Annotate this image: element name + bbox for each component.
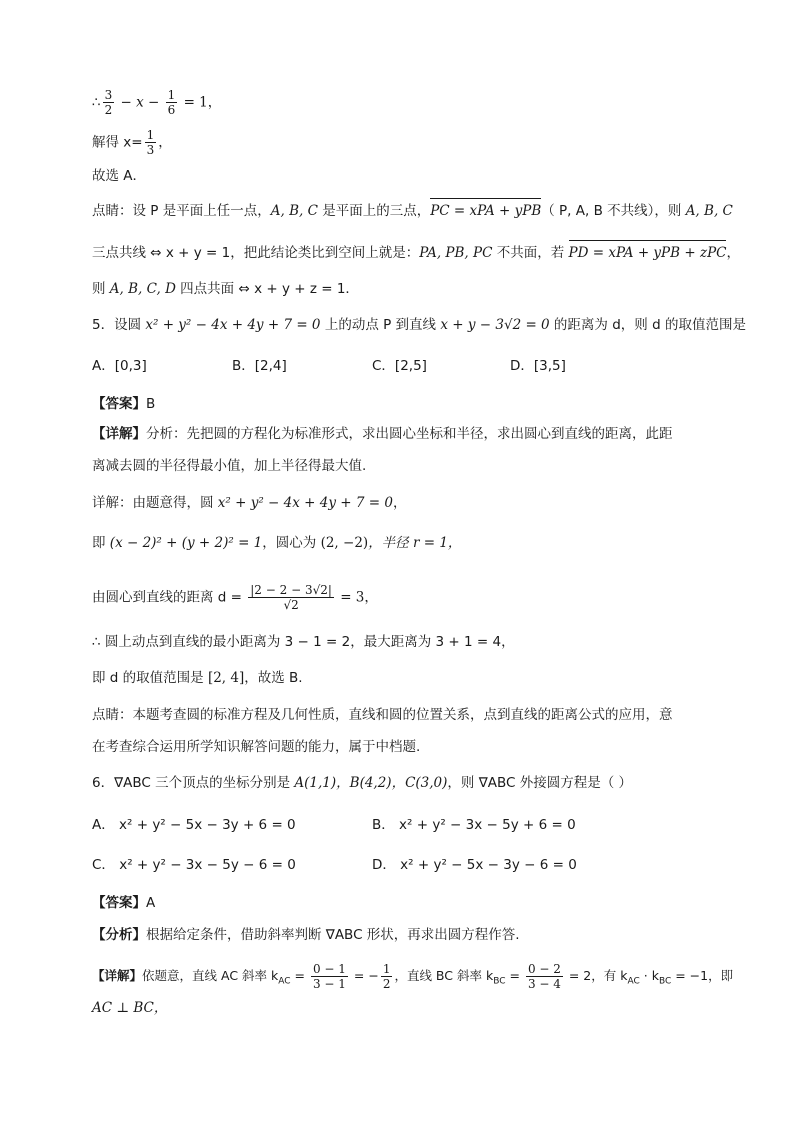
q6-option-b: B． x² + y² − 3x − 5y + 6 = 0 [372, 817, 576, 833]
detail-6-line-2: AC ⊥ BC， [92, 1000, 168, 1016]
detail-5-step-2: 即 (x − 2)² + (y + 2)² = 1，圆心为 (2, −2)，半径 r = 1， [92, 535, 462, 551]
tip-line-1: 点睛：设 P 是平面上任一点，A, B, C 是平面上的三点，PC = xPA + yPB（ P, A, B 不共线），则 A, B, C [92, 203, 733, 219]
q6-option-a: A． x² + y² − 5x − 3y + 6 = 0 [92, 817, 296, 833]
detail-6-line-1: 【详解】依题意，直线 AC 斜率 $k_{AC}$ = $\frac{0 - 1}{3 - 1}$ = − $\frac{1}{2}$ ，直线 BC 斜率 $k_{BC}$ = $\frac{0 - 2}{3 - 4}$ = 2，有 $k_{AC} \cdot k_{BC} = -1$，即 [92, 962, 734, 991]
question-5: 5．设圆 x² + y² − 4x + 4y + 7 = 0 上的动点 P 到直线 x + y − 3√2 = 0 的距离为 d，则 d 的取值范围是 [92, 317, 746, 333]
q5-option-b: B．[2,4] [232, 358, 287, 374]
question-6: 6．∇ABC 三个顶点的坐标分别是 A(1,1)，B(4,2)，C(3,0)，则 ∇ABC 外接圆方程是（ ） [92, 775, 632, 791]
solution-line-2: 解得 x= $\frac{1}{3}$ ， [92, 128, 172, 157]
fraction: $\frac{1}{2}$ [382, 962, 391, 991]
fraction: $\frac{0 - 1}{3 - 1}$ [312, 962, 346, 991]
solution-line-3: 故选 A． [92, 168, 147, 184]
fraction: $\frac{0 - 2}{3 - 4}$ [527, 962, 561, 991]
distance-fraction: $\frac{|2 - 2 - 3√2|}{√2}$ [250, 583, 332, 612]
q5-option-d: D．[3,5] [510, 358, 566, 374]
detail-5-line-2: 离减去圆的半径得最小值，加上半径得最大值. [92, 458, 367, 474]
tip-5-line-1: 点睛：本题考查圆的标准方程及几何性质，直线和圆的位置关系，点到直线的距离公式的应用，意 [92, 707, 673, 723]
q6-option-c: C． x² + y² − 3x − 5y − 6 = 0 [92, 857, 296, 873]
q5-option-a: A．[0,3] [92, 358, 147, 374]
q6-option-d: D． x² + y² − 5x − 3y − 6 = 0 [372, 857, 577, 873]
detail-5-step-4: ∴ 圆上动点到直线的最小距离为 3 − 1 = 2，最大距离为 3 + 1 = 4， [92, 634, 515, 650]
detail-5-step-3: 由圆心到直线的距离 d = $\frac{|2 - 2 - 3√2|}{√2}$ = 3， [92, 583, 378, 612]
detail-5-step-1: 详解：由题意得，圆 x² + y² − 4x + 4y + 7 = 0， [92, 495, 407, 511]
fraction: $\frac{1}{3}$ [146, 128, 155, 157]
solution-line-1: ∴ $\frac{3}{2}$ − x − $\frac{1}{6}$ = 1， [92, 88, 222, 117]
analysis-6: 【分析】根据给定条件，借助斜率判断 ∇ABC 形状，再求出圆方程作答. [92, 927, 520, 943]
detail-5-step-5: 即 d 的取值范围是 [2, 4]，故选 B. [92, 670, 303, 686]
answer-5: 【答案】B [92, 396, 156, 412]
fraction: $\frac{1}{6}$ [167, 88, 176, 117]
detail-5-line-1: 【详解】分析：先把圆的方程化为标准形式，求出圆心坐标和半径，求出圆心到直线的距离，此距 [92, 426, 673, 442]
tip-5-line-2: 在考查综合运用所学知识解答问题的能力，属于中档题. [92, 739, 421, 755]
q5-option-c: C．[2,5] [372, 358, 427, 374]
tip-line-2: 三点共线 ⇔ x + y = 1，把此结论类比到空间上就是：PA, PB, PC 不共面，若 PD = xPA + yPB + zPC， [92, 245, 740, 261]
fraction: $\frac{3}{2}$ [104, 88, 113, 117]
tip-line-3: 则 A, B, C, D 四点共面 ⇔ x + y + z = 1． [92, 281, 359, 297]
answer-6: 【答案】A [92, 895, 156, 911]
